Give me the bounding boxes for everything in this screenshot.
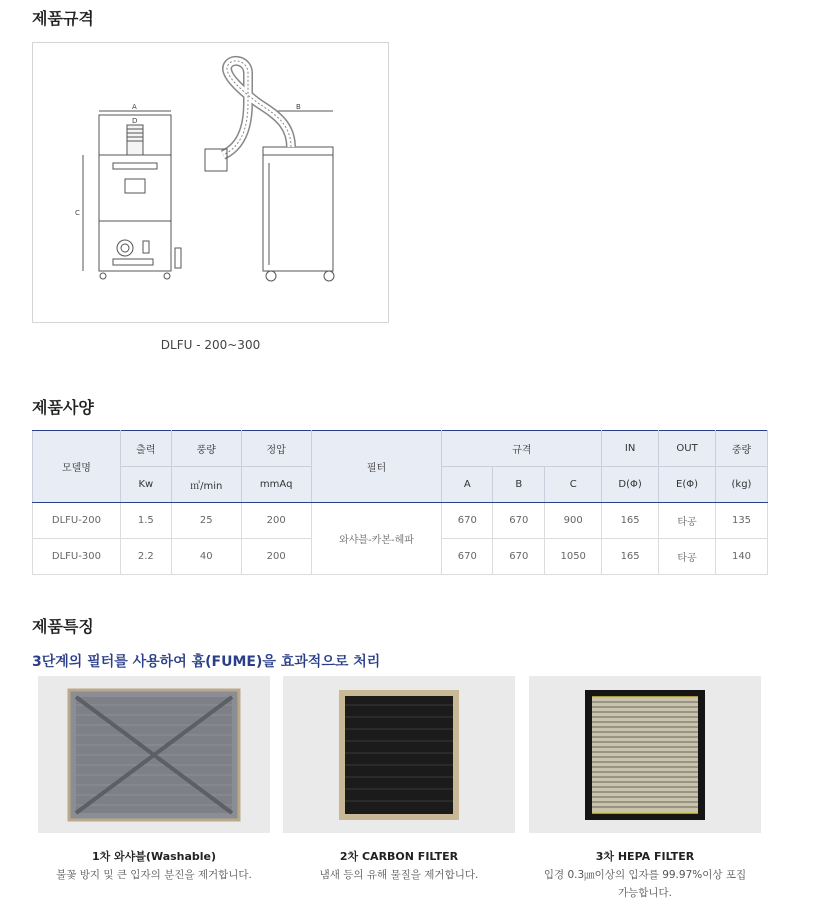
washable-filter-title: 1차 와샤블(Washable): [91, 850, 217, 863]
cell-weight: 140: [716, 539, 768, 575]
header-weight: 중량: [716, 431, 768, 467]
cell-out: 타공: [659, 503, 716, 539]
washable-filter-desc: 불꽃 방지 및 큰 입자의 분진을 제거합니다.: [56, 869, 252, 881]
header-filter: 필터: [311, 431, 442, 503]
hepa-filter-title: 3차 HEPA FILTER: [595, 850, 695, 863]
washable-filter-image: [64, 685, 244, 825]
features-section-title: 제품특징: [32, 617, 94, 636]
cell-in: 165: [602, 539, 659, 575]
unit-weight: (kg): [716, 467, 768, 503]
features-subtitle: 3단계의 필터를 사용하여 흄(FUME)을 효과적으로 처리: [32, 654, 381, 670]
carbon-filter-card: [283, 676, 515, 833]
header-out: OUT: [659, 431, 716, 467]
cell-b: 670: [493, 503, 545, 539]
cell-airflow: 40: [171, 539, 241, 575]
dim-label-d: D: [132, 117, 138, 125]
table-section-title: 제품사양: [32, 398, 94, 417]
hepa-filter-card: [529, 676, 761, 833]
header-airflow: 풍량: [171, 431, 241, 467]
dim-label-c: C: [75, 209, 80, 217]
cell-weight: 135: [716, 503, 768, 539]
unit-airflow: ㎥/min: [171, 467, 241, 503]
unit-in: D(Φ): [602, 467, 659, 503]
header-power: 출력: [120, 431, 171, 467]
cell-c: 900: [545, 503, 602, 539]
cell-pressure: 200: [241, 539, 311, 575]
cell-power: 2.2: [120, 539, 171, 575]
unit-c: C: [545, 467, 602, 503]
hepa-filter-image: [580, 685, 710, 825]
washable-filter-card: [38, 676, 270, 833]
cell-a: 670: [442, 539, 493, 575]
cell-c: 1050: [545, 539, 602, 575]
cell-model: DLFU-300: [33, 539, 121, 575]
cell-power: 1.5: [120, 503, 171, 539]
unit-power: Kw: [120, 467, 171, 503]
unit-out: E(Φ): [659, 467, 716, 503]
cell-filter: 와샤블-카본-헤파: [311, 503, 442, 575]
table-row: [33, 503, 768, 539]
header-size: 규격: [442, 431, 602, 467]
technical-drawing-svg: [33, 43, 390, 324]
header-in: IN: [602, 431, 659, 467]
header-model: 모델명: [33, 431, 121, 503]
drawing-caption: DLFU - 200~300: [160, 338, 261, 352]
cell-airflow: 25: [171, 503, 241, 539]
cell-in: 165: [602, 503, 659, 539]
unit-a: A: [442, 467, 493, 503]
carbon-filter-image: [334, 685, 464, 825]
cell-pressure: 200: [241, 503, 311, 539]
product-drawing: [32, 42, 389, 323]
unit-b: B: [493, 467, 545, 503]
spec-section-title: 제품규격: [32, 9, 94, 28]
hepa-filter-desc: 입경 0.3㎛이상의 입자를 99.97%이상 포집 가능합니다.: [543, 869, 747, 899]
spec-table: [32, 430, 768, 575]
carbon-filter-title: 2차 CARBON FILTER: [339, 850, 459, 863]
dim-label-a: A: [132, 103, 137, 111]
cell-a: 670: [442, 503, 493, 539]
dim-label-b: B: [296, 103, 301, 111]
header-pressure: 정압: [241, 431, 311, 467]
cell-b: 670: [493, 539, 545, 575]
cell-model: DLFU-200: [33, 503, 121, 539]
carbon-filter-desc: 냄새 등의 유해 물질을 제거합니다.: [319, 869, 479, 881]
unit-pressure: mmAq: [241, 467, 311, 503]
cell-out: 타공: [659, 539, 716, 575]
